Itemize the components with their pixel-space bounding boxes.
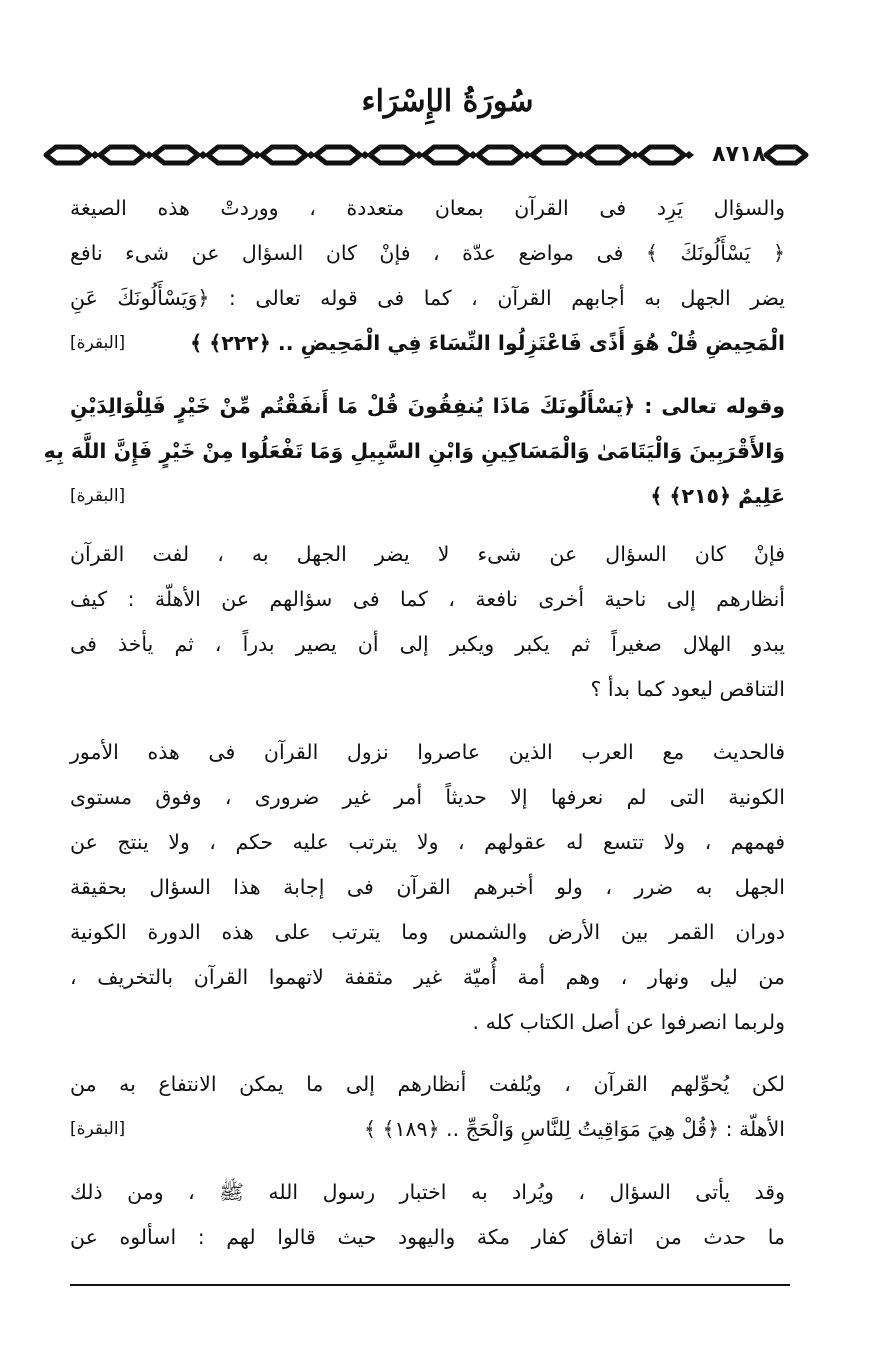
verse-line: وَالأَقْرَبِينَ وَالْيَتَامَىٰ وَالْمَسَاكِينِ وَابْنِ السَّبِيلِ وَمَا تَفْعَلُوا مِنْ خَيْرٍ فَإِنَّ اللَّهَ بِهِ: [43, 439, 785, 463]
paragraph-1: [70, 186, 785, 366]
text-line: التناقص ليعود كما بدأ ؟: [590, 677, 785, 701]
verse-line: [70, 1107, 785, 1152]
verse-line: [70, 321, 785, 366]
text-line: فالحديث مع العرب الذين عاصروا نزول القرآن فى هذه الأمور: [70, 740, 785, 764]
sura-reference: [البقرة]: [70, 1119, 126, 1139]
text-line: والسؤال يَرِد فى القرآن بمعان متعددة ، ووردتْ هذه الصيغة: [70, 196, 785, 220]
paragraph-6: [70, 1170, 785, 1260]
text-line: وقد يأتى السؤال ، ويُراد به اختبار رسول الله ﷺ ، ومن ذلك: [70, 1180, 785, 1204]
paragraph-2: [43, 384, 785, 519]
paragraph-5: [70, 1062, 785, 1152]
verse-text: الْمَحِيضِ قُلْ هُوَ أَذًى فَاعْتَزِلُوا النِّسَاءَ فِي الْمَحِيضِ .. ﴿٢٢٢﴾ ﴾: [190, 331, 785, 355]
footer-rule: [70, 1284, 790, 1286]
sura-reference: [البقرة]: [70, 333, 126, 353]
paragraph-3: [70, 532, 785, 712]
text-line: دوران القمر بين الأرض والشمس وما يترتب على هذه الدورة الكونية: [70, 920, 785, 944]
verse-line: [70, 474, 785, 519]
verse-line: وقوله تعالى : ﴿يَسْأَلُونَكَ مَاذَا يُنفِقُونَ قُلْ مَا أَنفَقْتُم مِّنْ خَيْرٍ فَلِلْوَالِدَيْنِ: [70, 394, 785, 418]
text-line: الكونية التى لم نعرفها إلا حديثاً أمر غير ضرورى ، وفوق مستوى: [70, 785, 785, 809]
text-line: أنظارهم إلى ناحية أخرى نافعة ، كما فى سؤالهم عن الأهلّة : كيف: [70, 587, 785, 611]
text-line: ﴿ يَسْأَلُونَكَ ﴾ فى مواضع عدّة ، فإنْ كان السؤال عن شىء نافع: [70, 241, 785, 265]
text-line: يضر الجهل به أجابهم القرآن ، كما فى قوله تعالى : ﴿وَيَسْأَلُونَكَ عَنِ: [70, 286, 785, 310]
surah-title: سُورَةُ الإِسْرَاء: [361, 84, 534, 119]
paragraph-4: [70, 730, 785, 1045]
text-line: الجهل به ضرر ، ولو أخبرهم القرآن فى إجابة هذا السؤال بحقيقة: [70, 875, 785, 899]
text-line: ما حدث من اتفاق كفار مكة واليهود حيث قالوا لهم : اسألوه عن: [70, 1225, 785, 1249]
verse-text: عَلِيمٌ ﴿٢١٥﴾ ﴾: [650, 484, 785, 508]
text-line: ولربما انصرفوا عن أصل الكتاب كله .: [472, 1010, 785, 1034]
text-line: فإنْ كان السؤال عن شىء لا يضر الجهل به ، لفت القرآن: [70, 542, 785, 566]
sura-reference: [البقرة]: [70, 486, 126, 506]
text-line: يبدو الهلال صغيراً ثم يكبر ويكبر إلى أن يصير بدراً ، ثم يأخذ فى: [70, 632, 785, 656]
ornamental-header-bar: [40, 140, 810, 170]
verse-text: الأهلّة : ﴿قُلْ هِيَ مَوَاقِيتُ لِلنَّاسِ وَالْحَجِّ .. ﴿١٨٩﴾ ﴾: [363, 1117, 785, 1141]
text-line: من ليل ونهار ، وهم أمة أُميّة غير مثقفة لاتهموا القرآن بالتخريف ،: [70, 965, 785, 989]
page-number: ٨٧١٨: [712, 142, 766, 167]
text-line: فهمهم ، ولا تتسع له عقولهم ، ولا يترتب عليه حكم ، ولا ينتج عن: [70, 830, 785, 854]
text-line: لكن يُحوِّلهم القرآن ، ويُلفت أنظارهم إلى ما يمكن الانتفاع به من: [70, 1072, 785, 1096]
